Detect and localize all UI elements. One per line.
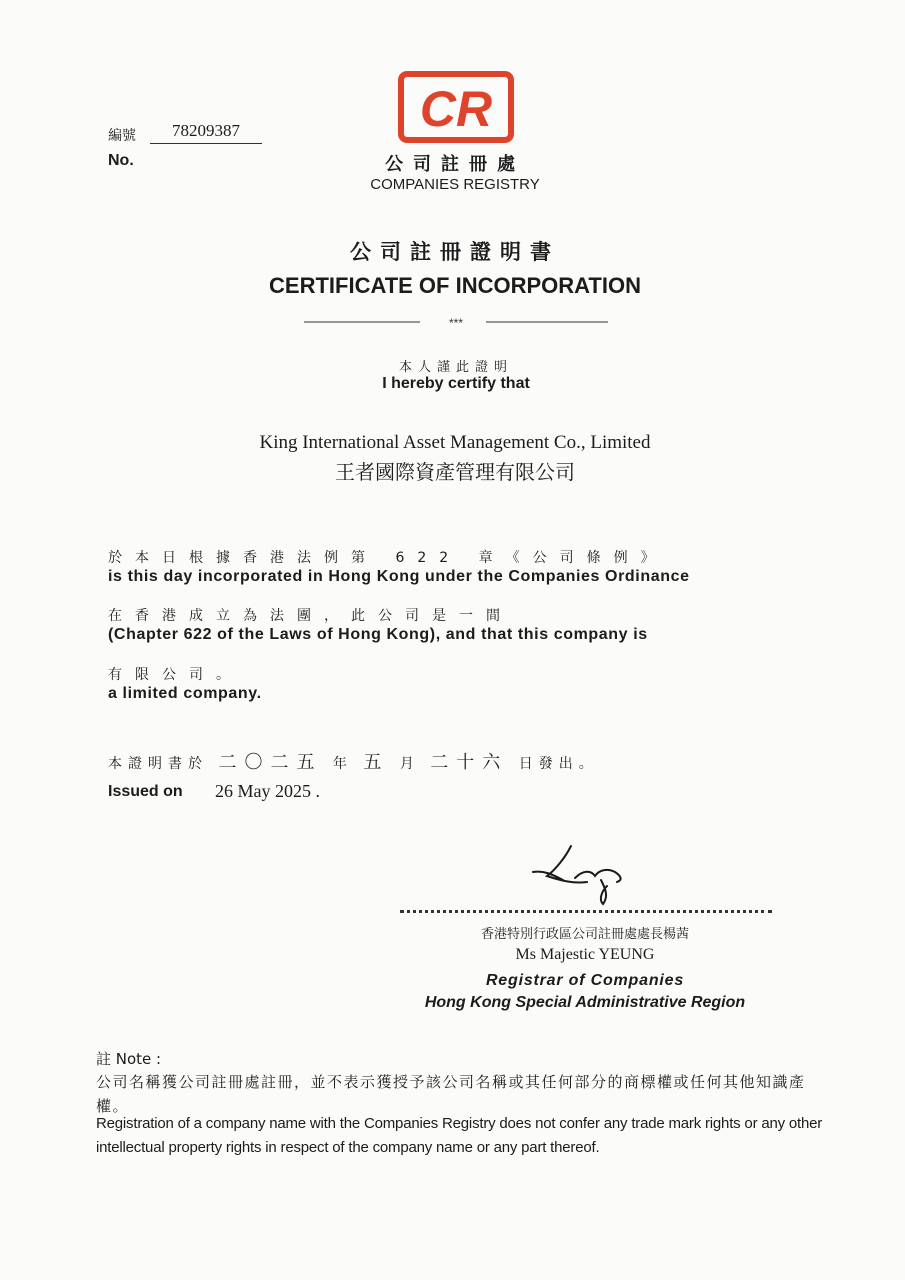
note-label: 註 Note : <box>96 1050 162 1068</box>
body-line1-en: is this day incorporated in Hong Kong under the Companies Ordinance <box>108 568 690 585</box>
note-text-en: Registration of a company name with the Companies Registry does not confer any trade mark rights or any other intellectual property rights in respect of the company name or any part thereof. <box>96 1115 823 1156</box>
body-line3-zh: 有限公司。 <box>108 667 243 683</box>
registrar-region-en: Hong Kong Special Administrative Region <box>424 994 746 1011</box>
number-label-en: No. <box>108 152 134 169</box>
issued-year-unit-zh: 年 <box>332 756 353 772</box>
issued-year-zh: 二〇二五 <box>218 752 323 773</box>
registry-name-zh: 公司註冊處 <box>385 154 525 175</box>
issued-month-zh: 五 <box>363 752 390 773</box>
issued-date-zh <box>108 748 599 774</box>
company-name-zh: 王者國際資產管理有限公司 <box>335 460 575 484</box>
registrar-name: Ms Majestic YEUNG <box>515 946 655 963</box>
companies-registry-logo <box>398 71 514 143</box>
issued-day-zh: 二十六 <box>430 752 509 773</box>
number-label-zh: 編號 <box>108 128 136 144</box>
certificate-title-en: CERTIFICATE OF INCORPORATION <box>269 273 641 298</box>
issued-suffix-zh: 日發出。 <box>518 756 599 772</box>
certificate-title-zh: 公司註冊證明書 <box>350 240 560 264</box>
issued-date-en: 26 May 2025 . <box>215 781 320 801</box>
body-line1-zh: 於本日根據香港法例第 622 章《公司條例》 <box>108 550 668 566</box>
registrar-title-zh: 香港特別行政區公司註冊處處長楊茜 <box>480 927 689 942</box>
registrar-title-en: Registrar of Companies <box>485 972 685 989</box>
body-line3-en: a limited company. <box>108 685 262 702</box>
body-line2-en: (Chapter 622 of the Laws of Hong Kong), and that this company is <box>108 626 648 643</box>
issued-month-unit-zh: 月 <box>399 756 420 772</box>
note-text-zh: 公司名稱獲公司註冊處註冊，並不表示獲授予該公司名稱或其任何部分的商標權或任何其他知識產權。 <box>96 1073 806 1115</box>
certificate-number: 78209387 <box>150 121 262 144</box>
certify-text-zh: 本人謹此證明 <box>398 360 513 375</box>
signature-line <box>400 910 772 913</box>
divider-ornament: *** <box>448 316 464 330</box>
logo-text: CR <box>419 81 493 137</box>
issued-prefix-zh: 本證明書於 <box>108 756 208 772</box>
title-divider <box>300 314 612 330</box>
certify-text-en: I hereby certify that <box>382 375 530 392</box>
registrar-signature <box>525 840 635 910</box>
issued-label-en: Issued on <box>108 783 183 800</box>
registry-name-en: COMPANIES REGISTRY <box>370 176 540 193</box>
company-name-en: King International Asset Management Co., Limited <box>259 432 651 453</box>
body-line2-zh: 在香港成立為法團，此公司是一間 <box>108 608 513 624</box>
